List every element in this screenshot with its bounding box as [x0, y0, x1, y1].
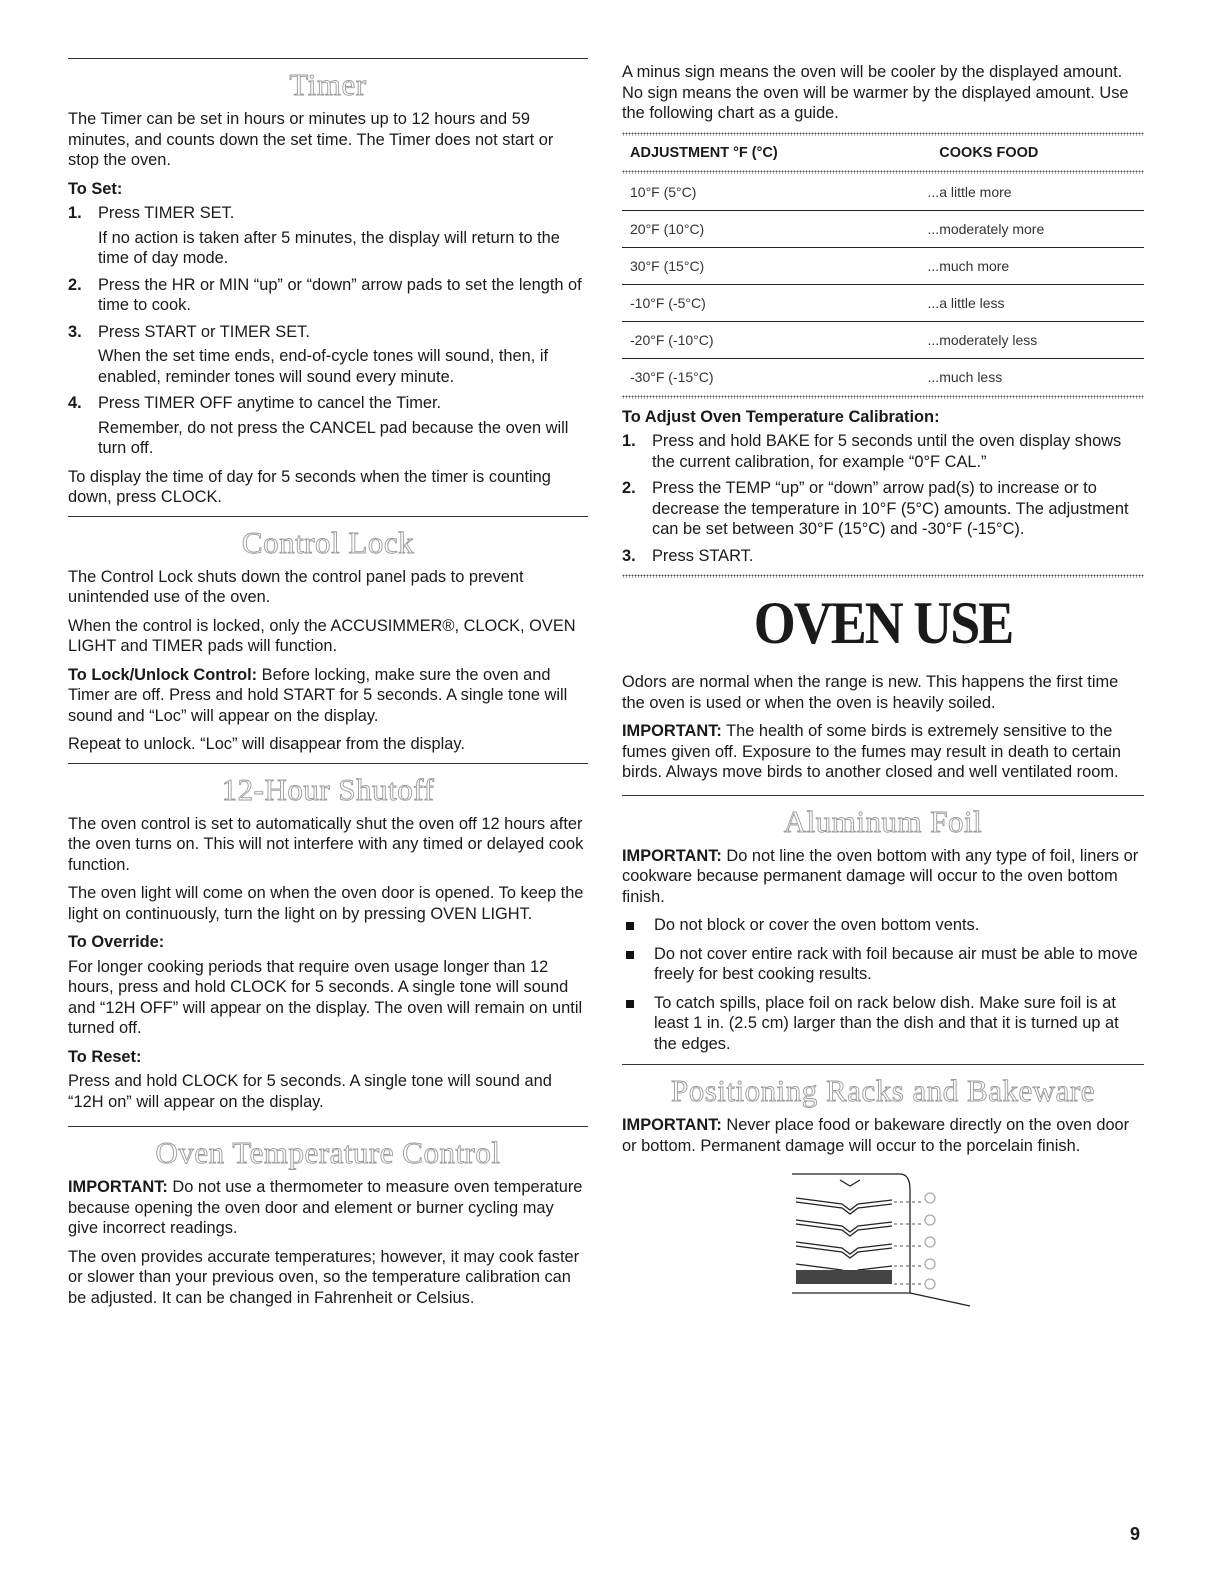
control-lock-p4: Repeat to unlock. “Loc” will disappear from the display.: [68, 735, 465, 753]
calibration-intro: A minus sign means the oven will be cooler by the displayed amount. No sign means the oven will be warmer by the displayed amount. Use the following chart as a guide.: [622, 63, 1129, 122]
important-label: IMPORTANT:: [622, 846, 722, 865]
step-text: Press TIMER OFF anytime to cancel the Timer.: [98, 394, 442, 412]
temp-control-p1: [68, 1177, 588, 1239]
table-cell: ...moderately more: [920, 210, 1144, 247]
shutoff-p2: The oven light will come on when the oven door is opened. To keep the light on continuously, turn the light on by pressing OVEN LIGHT.: [68, 884, 584, 923]
step-note: When the set time ends, end-of-cycle tones will sound, then, if enabled, reminder tones will sound every minute.: [98, 347, 549, 386]
rack-lines: [796, 1198, 892, 1276]
reset-text: Press and hold CLOCK for 5 seconds. A single tone will sound and “12H on” will appear on the display.: [68, 1072, 552, 1111]
table-cell: 20°F (10°C): [622, 210, 920, 247]
step-number: 1.: [68, 204, 82, 222]
step-note: Remember, do not press the CANCEL pad because the oven will turn off.: [98, 418, 569, 457]
oven-rack-diagram-icon: [782, 1168, 982, 1313]
right-column: [622, 62, 1144, 1313]
section-divider-dotted: [622, 574, 1144, 578]
timer-step: [68, 275, 588, 316]
important-label: IMPORTANT:: [622, 1116, 722, 1134]
important-label: IMPORTANT:: [68, 1178, 168, 1196]
table-cell: ...a little less: [920, 284, 1144, 321]
override-text: For longer cooking periods that require oven usage longer than 12 hours, press and hold CLOCK for 5 seconds. A single tone will sound and “12H OFF” will appear on the display. The oven will remain on until turned off.: [68, 957, 583, 1037]
oven-use-title: OVEN USE: [753, 589, 1013, 657]
bullet-text: Do not block or cover the oven bottom vents.: [654, 916, 980, 934]
calibration-step: [622, 546, 1144, 567]
list-item: [622, 944, 1144, 985]
timer-steps: [68, 203, 588, 459]
page-number: 9: [1130, 1524, 1141, 1544]
control-lock-heading: Control Lock: [241, 524, 415, 560]
step-number: 2.: [622, 479, 636, 497]
adjust-calibration-label: To Adjust Oven Temperature Calibration:: [622, 407, 940, 426]
foil-p1-text: Do not line the oven bottom with any type of foil, liners or cookware because permanent damage will occur to the oven bottom finish.: [622, 846, 1139, 906]
table-cell: 10°F (5°C): [622, 174, 920, 211]
step-text: Press and hold BAKE for 5 seconds until the oven display shows the current calibration, for example “0°F CAL.”: [652, 432, 1122, 471]
table-cell: -10°F (-5°C): [622, 284, 920, 321]
table-row: [622, 358, 1144, 395]
reset-label: To Reset:: [68, 1047, 142, 1066]
bullet-icon: [626, 951, 634, 959]
list-item: [622, 993, 1144, 1055]
table-header-row: [622, 136, 1144, 170]
bullet-text: Do not cover entire rack with foil because air must be able to move freely for best cooking results.: [654, 944, 1138, 983]
table-cell: ...moderately less: [920, 321, 1144, 358]
foil-heading: Aluminum Foil: [783, 803, 983, 839]
table-cell: 30°F (15°C): [622, 247, 920, 284]
table-cell: ...a little more: [920, 174, 1144, 211]
section-divider: [622, 1064, 1144, 1065]
step-note: If no action is taken after 5 minutes, the display will return to the time of day mode.: [98, 228, 560, 267]
left-column: [68, 58, 588, 1316]
to-set-label: To Set:: [68, 179, 123, 198]
temp-control-heading: Oven Temperature Control: [155, 1135, 501, 1170]
important-label: IMPORTANT:: [622, 722, 722, 740]
timer-heading: Timer: [289, 67, 367, 102]
calibration-steps: [622, 431, 1144, 566]
step-number: 3.: [622, 546, 636, 565]
step-text: Press the HR or MIN “up” or “down” arrow pads to set the length of time to cook.: [98, 275, 582, 314]
table-row: [622, 210, 1144, 247]
table-cell: -30°F (-15°C): [630, 368, 714, 385]
oven-use-p1: Odors are normal when the range is new. This happens the first time the oven is used or when the oven is heavily soiled.: [622, 673, 1119, 712]
foil-p1: [622, 846, 1144, 908]
calibration-table: [622, 136, 1144, 170]
temp-control-p1-text: Do not use a thermometer to measure oven temperature because opening the oven door and element or burner cycling may give incorrect readings.: [68, 1178, 583, 1237]
lock-unlock-label: To Lock/Unlock Control:: [68, 665, 258, 684]
table-cell: ...much less: [927, 368, 1003, 385]
header-cooks-food: COOKS FOOD: [939, 144, 1039, 161]
shutoff-p1: The oven control is set to automatically shut the oven off 12 hours after the oven turns on. This will not interfere with any timed or delayed cook function.: [68, 814, 584, 874]
override-label: To Override:: [68, 933, 165, 951]
oven-use-p2-text: The health of some birds is extremely sensitive to the fumes given off. Exposure to the fumes may result in death to certain birds. Always move birds to another closed and well ventilated room.: [622, 722, 1121, 781]
racks-p1: [622, 1115, 1144, 1156]
control-lock-p1: The Control Lock shuts down the control panel pads to prevent unintended use of the oven.: [68, 567, 524, 606]
oven-use-p2: [622, 721, 1144, 783]
table-row: [622, 174, 1144, 211]
table-cell: ...much more: [920, 247, 1144, 284]
step-number: 1.: [622, 432, 636, 450]
calibration-step: [622, 478, 1144, 540]
bullet-icon: [626, 1000, 634, 1008]
lock-unlock-text: Before locking, make sure the oven and Timer are off. Press and hold START for 5 seconds. A single tone will sound and “Loc” will appear on the display.: [68, 665, 568, 725]
shutoff-heading: 12-Hour Shutoff: [221, 771, 435, 807]
table-bottom-border: [622, 395, 1144, 399]
section-divider: [68, 763, 588, 764]
timer-step: [68, 322, 588, 388]
timer-outro: To display the time of day for 5 seconds when the timer is counting down, press CLOCK.: [68, 467, 551, 506]
table-row: [622, 247, 1144, 284]
step-number: 3.: [68, 322, 82, 341]
timer-step: [68, 393, 588, 459]
temp-control-p2: The oven provides accurate temperatures; however, it may cook faster or slower than your previous oven, so the temperature calibration can be adjusted. It can be changed in Fahrenheit or Celsius.: [68, 1247, 580, 1307]
section-divider: [68, 58, 588, 59]
timer-step: [68, 203, 588, 269]
bullet-icon: [626, 922, 634, 930]
header-adjustment: ADJUSTMENT °F (°C): [630, 144, 778, 161]
bullet-text: To catch spills, place foil on rack below dish. Make sure foil is at least 1 in. (2.5 cm) larger than the dish and that it is turned up at the edges.: [654, 993, 1119, 1053]
list-item: [622, 915, 1144, 936]
step-text: Press START.: [652, 546, 754, 565]
calibration-step: [622, 431, 1144, 472]
section-divider: [68, 516, 588, 517]
control-lock-p2: When the control is locked, only the ACCUSIMMER®, CLOCK, OVEN LIGHT and TIMER pads will function.: [68, 616, 576, 655]
control-lock-p3: [68, 665, 588, 727]
step-text: Press the TEMP “up” or “down” arrow pad(s) to increase or to decrease the temperature in 10°F (5°C) amounts. The adjustment can be set between 30°F (15°C) and -30°F (-15°C).: [652, 479, 1129, 538]
racks-heading: Positioning Racks and Bakeware: [671, 1073, 1095, 1108]
table-row: [622, 284, 1144, 321]
step-number: 4.: [68, 394, 82, 412]
step-number: 2.: [68, 275, 82, 294]
table-row: [622, 321, 1144, 358]
timer-intro: The Timer can be set in hours or minutes up to 12 hours and 59 minutes, and counts down the set time. The Timer does not start or stop the oven.: [68, 110, 554, 169]
section-divider: [622, 795, 1144, 796]
table-cell: -20°F (-10°C): [622, 321, 920, 358]
section-divider: [68, 1126, 588, 1127]
step-text: Press START or TIMER SET.: [98, 322, 310, 341]
step-text: Press TIMER SET.: [98, 204, 235, 222]
racks-p1-text: Never place food or bakeware directly on the oven door or bottom. Permanent damage will occur to the porcelain finish.: [622, 1116, 1130, 1155]
foil-bullets: [622, 915, 1144, 1054]
calibration-table-body: [622, 174, 1144, 395]
